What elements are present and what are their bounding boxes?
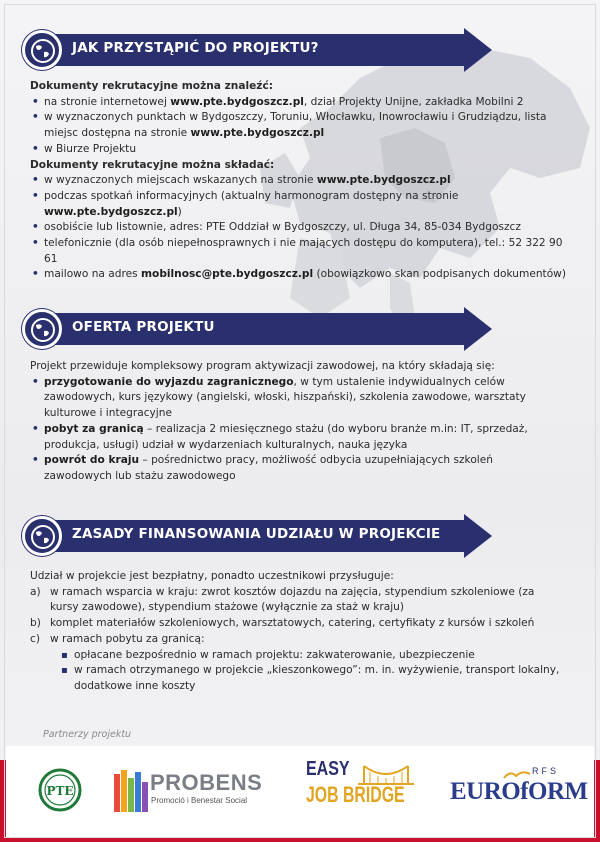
website-link[interactable]: www.pte.bydgoszcz.pl [44, 205, 178, 218]
section2-title: OFERTA PROJEKTU [72, 319, 215, 335]
website-link[interactable]: www.pte.bydgoszcz.pl [316, 174, 451, 187]
website-link[interactable]: www.pte.bydgoszcz.pl [190, 127, 325, 140]
list-item: • pobyt za granicą – realizacja 2 miesięcznego stażu (do wyboru branże m.in: IT, sprzedaż, produkcja, usługi) udział w wydarzeniach kulturalnych, nauka języka [30, 422, 550, 453]
probens-subtitle: Promoció i Benestar Social [151, 796, 248, 805]
list-item: • osobiście lub listownie, adres: PTE Oddział w Bydgoszczy, ul. Długa 34, 85-034 Bydgoszcz [30, 220, 575, 236]
section2-content [30, 359, 550, 485]
globe-icon [22, 309, 62, 349]
email-link[interactable]: mobilnosc@pte.bydgoszcz.pl [141, 268, 314, 281]
submit-heading: Dokumenty rekrutacyjne można składać: [30, 158, 275, 171]
svg-text:PTE: PTE [46, 784, 74, 798]
red-edge-bottom [0, 838, 600, 842]
job-bridge-text: JOB BRIDGE [306, 782, 405, 807]
list-item: c) w ramach pobytu za granicą: ▪ opłacane bezpośrednio w ramach projektu: zakwaterowanie, ubezpieczenie ▪ w ramach otrzymanego w projekcie „kieszonkowego”: m. in. wyżywienie, transport lokalny, dodatkowe inne koszty [30, 632, 560, 695]
red-edge-left [0, 760, 6, 842]
euroform-logo [450, 766, 588, 816]
section1-title: JAK PRZYSTĄPIĆ DO PROJEKTU? [72, 40, 319, 56]
list-item: • w wyznaczonych punktach w Bydgoszczy, Toruniu, Włocławku, Inowrocławiu i Grudziądzu, lista miejsc dostępna na stronie www.pte.bydgoszcz.pl [30, 110, 575, 141]
euroform-name: EUROfORM [450, 778, 588, 805]
probens-name: PROBENS [150, 770, 263, 795]
list-item: a) w ramach wsparcia w kraju: zwrot kosztów dojazdu na zajęcia, stypendium szkoleniowe (za kursy zawodowe), stypendium stażowe (wyłącznie za staż w kraju) [30, 585, 535, 614]
section2-intro: Projekt przewiduje kompleksowy program aktywizacji zawodowej, na który składają się: [30, 360, 495, 372]
partners-bar [6, 746, 594, 838]
section3-content [30, 569, 560, 695]
list-item: • mailowo na adres mobilnosc@pte.bydgoszcz.pl (obowiązkowo skan podpisanych dokumentów) [30, 267, 575, 283]
globe-icon [22, 516, 62, 556]
list-item: • w wyznaczonych miejscach wskazanych na stronie www.pte.bydgoszcz.pl [30, 173, 575, 189]
easy-text: EASY [306, 758, 350, 780]
section3-title: ZASADY FINANSOWANIA UDZIAŁU W PROJEKCIE [72, 526, 441, 542]
list-item: ▪ w ramach otrzymanego w projekcie „kieszonkowego”: m. in. wyżywienie, transport lokalny, dodatkowe inne koszty [60, 663, 560, 694]
list-item: • przygotowanie do wyjazdu zagranicznego, w tym ustalenie indywidualnych celów zawodowych, kurs językowy (angielski, włoski, hiszpański), szkolenia zawodowe, warsztaty kulturowe i integracyjne [30, 375, 550, 422]
globe-icon [22, 30, 62, 70]
list-item: ▪ opłacane bezpośrednio w ramach projektu: zakwaterowanie, ubezpieczenie [60, 648, 560, 664]
list-item: • powrót do kraju – pośrednictwo pracy, możliwość odbycia uzupełniających szkoleń zawodowych lub stażu zawodowego [30, 453, 550, 484]
funding-list [30, 585, 560, 695]
website-link[interactable]: www.pte.bydgoszcz.pl [170, 95, 304, 108]
pte-logo [38, 768, 82, 816]
list-item: • podczas spotkań informacyjnych (aktualny harmonogram dostępny na stronie www.pte.bydgoszcz.pl) [30, 189, 575, 220]
section1-content [30, 79, 575, 283]
list-item: • w Biurze Projektu [30, 142, 575, 158]
section3-intro: Udział w projekcie jest bezpłatny, ponadto uczestnikowi przysługuje: [30, 570, 394, 582]
list-item: • telefonicznie (dla osób niepełnosprawnych i nie mających dostępu do komputera), tel.: 52 322 90 61 [30, 236, 575, 267]
abroad-sublist [60, 648, 560, 695]
red-edge-right [594, 760, 600, 842]
where-list [30, 95, 575, 158]
submit-list [30, 173, 575, 283]
partners-label: Partnerzy projektu [43, 729, 132, 740]
list-item: • na stronie internetowej www.pte.bydgoszcz.pl, dział Projekty Unijne, zakładka Mobilni 2 [30, 95, 575, 111]
probens-logo [114, 766, 264, 816]
offer-list [30, 375, 550, 485]
list-item: b) komplet materiałów szkoleniowych, warsztatowych, catering, certyfikaty z kursów i szkoleń [30, 617, 535, 630]
where-heading: Dokumenty rekrutacyjne można znaleźć: [30, 80, 273, 92]
euroform-sup: RFS [532, 766, 559, 776]
easy-job-bridge-logo [306, 758, 421, 828]
